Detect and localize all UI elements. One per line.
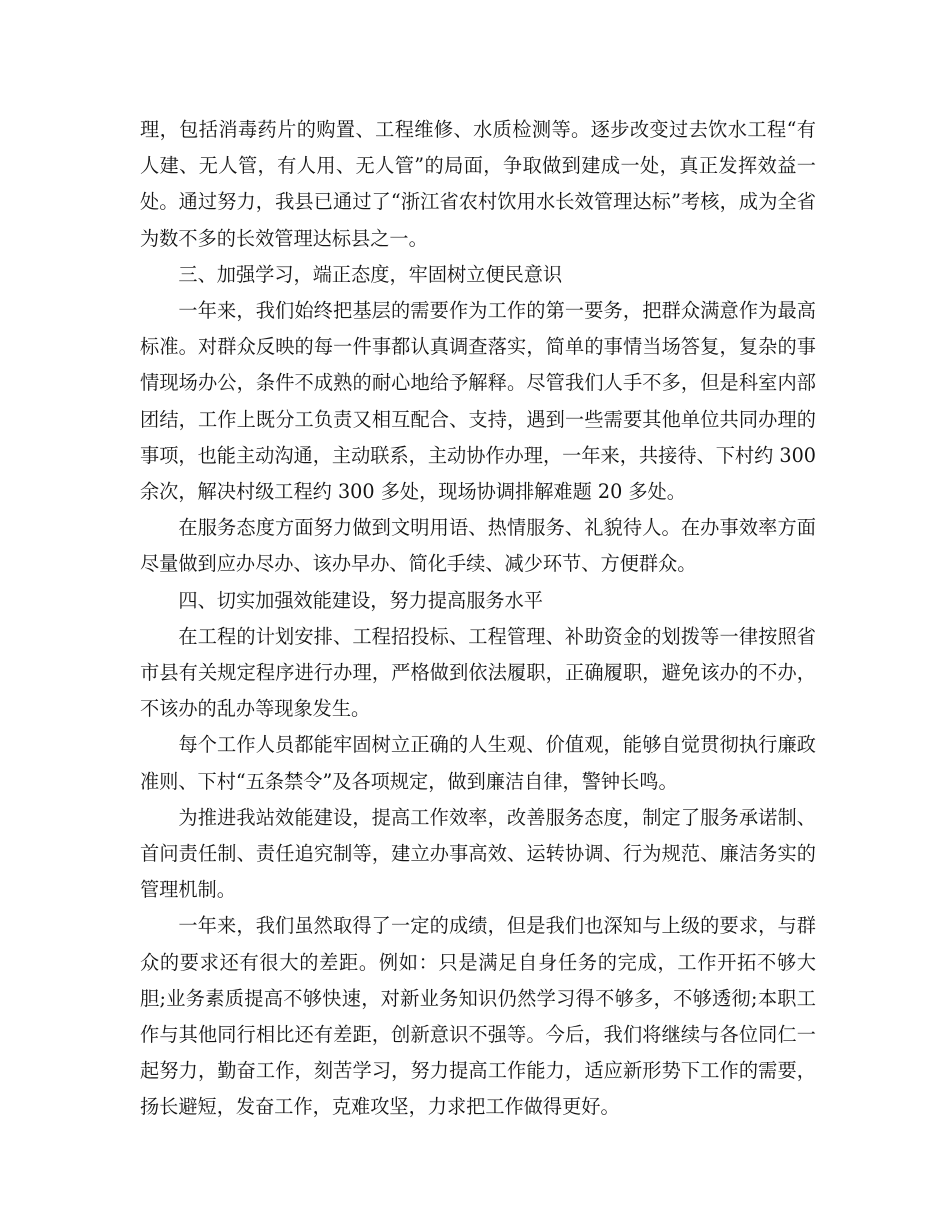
paragraph: 一年来，我们虽然取得了一定的成绩，但是我们也深知与上级的要求，与群众的要求还有很大的差距。例如：只是满足自身任务的完成，工作开拓不够大胆;业务素质提高不够快速，对新业务知识仍然学习得不够多，不够透彻;本职工作与其他同行相比还有差距，创新意识不强等。今后，我们将继续与各位同仁一起努力，勤奋工作，刻苦学习，努力提高工作能力，适应新形势下工作的需要，扬长避短，发奋工作，克难攻坚，力求把工作做得更好。 (140, 914, 816, 1119)
paragraph: 每个工作人员都能牢固树立正确的人生观、价值观，能够自觉贯彻执行廉政准则、下村“五条禁令”及各项规定，做到廉洁自律，警钟长鸣。 (140, 733, 816, 793)
paragraph-continued: 理，包括消毒药片的购置、工程维修、水质检测等。逐步改变过去饮水工程“有人建、无人管，有人用、无人管”的局面，争取做到建成一处，真正发挥效益一处。通过努力，我县已通过了“浙江省农村饮用水长效管理达标”考核，成为全省为数不多的长效管理达标县之一。 (140, 118, 816, 250)
paragraph: 在服务态度方面努力做到文明用语、热情服务、礼貌待人。在办事效率方面尽量做到应办尽办、该办早办、简化手续、减少环节、方便群众。 (140, 516, 816, 576)
section-heading-4: 四、切实加强效能建设，努力提高服务水平 (178, 588, 543, 612)
document-body (140, 112, 816, 1126)
paragraph: 在工程的计划安排、工程招投标、工程管理、补助资金的划拨等一律按照省市县有关规定程序进行办理，严格做到依法履职，正确履职，避免该办的不办，不该办的乱办等现象发生。 (140, 624, 816, 721)
paragraph: 为推进我站效能建设，提高工作效率，改善服务态度，制定了服务承诺制、首问责任制、责任追究制等，建立办事高效、运转协调、行为规范、廉洁务实的管理机制。 (140, 805, 816, 902)
paragraph: 一年来，我们始终把基层的需要作为工作的第一要务，把群众满意作为最高标准。对群众反映的每一件事都认真调查落实，简单的事情当场答复，复杂的事情现场办公，条件不成熟的耐心地给予解释。尽管我们人手不多，但是科室内部团结，工作上既分工负责又相互配合、支持，遇到一些需要其他单位共同办理的事项，也能主动沟通，主动联系，主动协作办理，一年来，共接待、下村约 300 余次，解决村级工程约 300 多处，现场协调排解难题 20 多处。 (140, 299, 816, 504)
section-heading-3: 三、加强学习，端正态度，牢固树立便民意识 (178, 262, 563, 286)
